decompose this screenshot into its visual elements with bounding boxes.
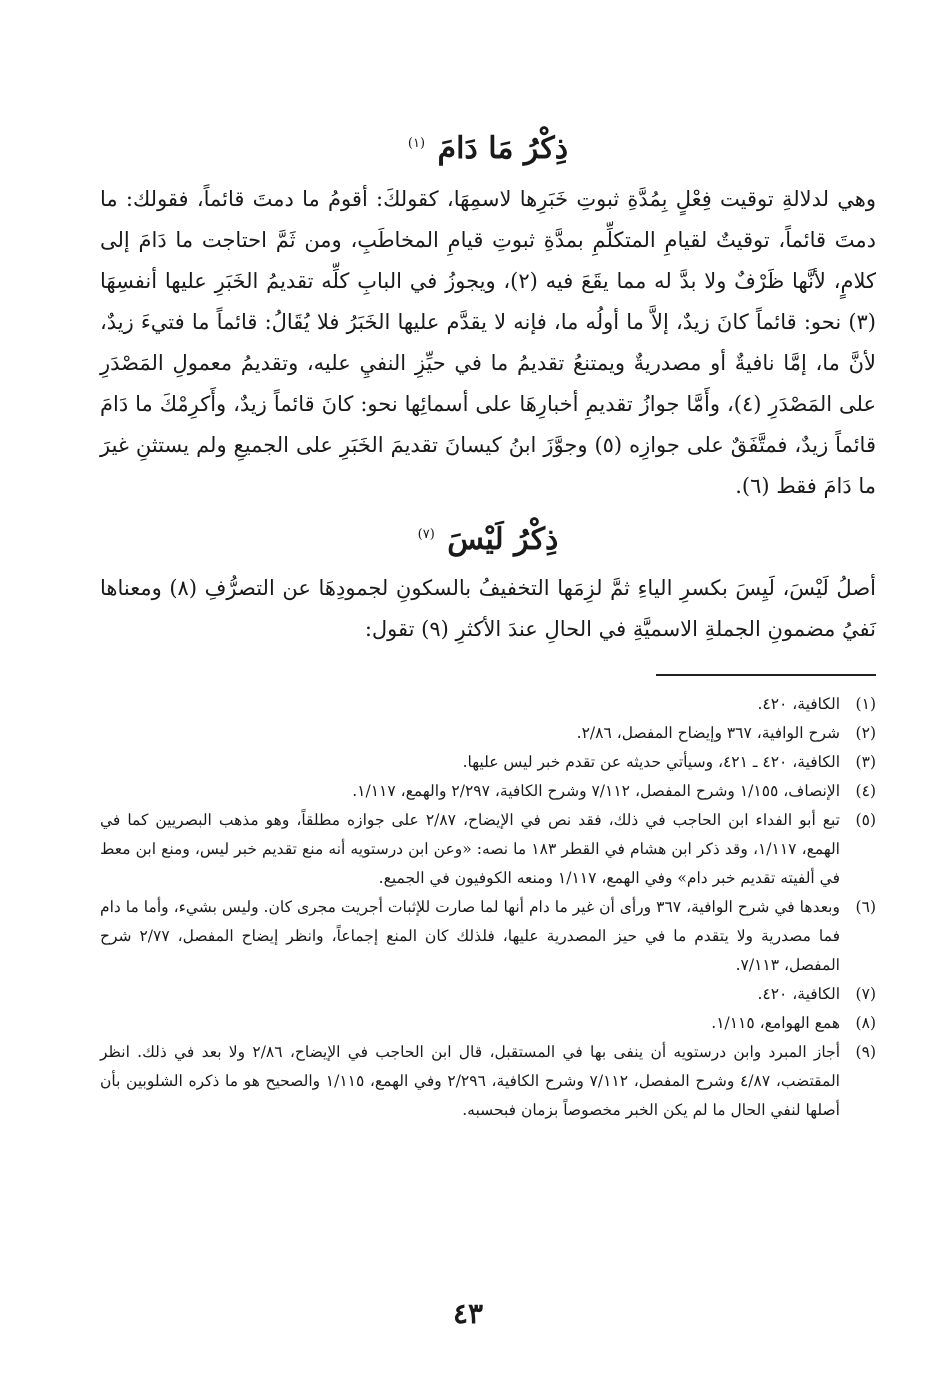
footnote-text: الكافية، ٤٢٠ ـ ٤٢١، وسيأتي حديثه عن تقدم خبر ليس عليها.	[462, 753, 840, 771]
section-paragraph-laysa: أصلُ لَيْسَ، لَيِسَ بكسرِ الياءِ ثمَّ لزِمَها التخفيفُ بالسكونِ لجمودِهَا عن التصرُّفِ (٨) ومعناها نَفيُ مضمونِ الجملةِ الاسميَّةِ في الحالِ عندَ الأكثرِ (٩) تقول:	[100, 576, 876, 641]
footnote-item	[100, 806, 876, 893]
footnote-text: وبعدها في شرح الوافية، ٣٦٧ ورأى أن غير ما دام أنها لما صارت للإثبات أجريت مجرى كان. وليس بشيء، وأما ما دام فما مصدرية ولا يتقدم ما في حيز المصدرية عليها، فلذلك كان المنع إجماعاً، وانظر إيضاح المفصل، ٢/٧٧ شرح المفصل، ٧/١١٣.	[100, 898, 840, 974]
page-number: ٤٣	[452, 1297, 484, 1330]
section-title-text: ذِكْرُ مَا دَامَ	[437, 131, 569, 166]
footnote-text: أجاز المبرد وابن درستويه أن ينفى بها في المستقبل، قال ابن الحاجب في الإيضاح، ٢/٨٦ ولا بعد في ذلك. انظر المقتضب، ٤/٨٧ وشرح المفصل، ٧/١١٢ وشرح الكافية، ٢/٢٩٦ وفي الهمع، ١/١١٥ والصحيح هو ما ذكره الشلوبين بأن أصلها لنفي الحال ما لم يكن الخبر مخصوصاً بزمان فبحسبه.	[100, 1043, 841, 1119]
footnote-number: (٨)	[855, 1014, 876, 1032]
footnote-item	[100, 893, 876, 980]
footnote-text: همع الهوامع، ١/١١٥.	[711, 1014, 840, 1032]
footnote-item	[100, 777, 876, 806]
footnote-item	[100, 980, 876, 1009]
footnote-ref-1: (١)	[407, 136, 426, 151]
footnote-divider	[656, 674, 876, 676]
footnote-text: الإنصاف، ١/١٥٥ وشرح المفصل، ٧/١١٢ وشرح الكافية، ٢/٢٩٧ والهمع، ١/١١٧.	[352, 782, 840, 800]
footnote-number: (٧)	[855, 985, 876, 1003]
footnote-number: (٩)	[855, 1043, 876, 1061]
section-title-laysa	[100, 511, 876, 564]
section-paragraph-ma-dama: وهي لدلالةِ توقيت فِعْلٍ بِمُدَّةِ ثبوتِ خَبَرِها لاسمِهَا، كقولكَ: أقومُ ما دمتَ قائماً، فقولك: ما دمتَ قائماً، توقيتٌ لقيامِ المتكلِّمِ بمدَّةِ ثبوتِ قيامِ المخاطَبِ، ومن ثَمَّ احتاجت ما دَامَ إلى كلامٍ، لأنَّها ظَرْفٌ ولا بدَّ له مما يقَعَ فيه (٢)، ويجوزُ في البابِ كلِّه تقديمُ الخَبَرِ عليها أنفسِهَا (٣) نحو: قائماً كانَ زيدٌ، إلاَّ ما أولُه ما، فإنه لا يقدَّم عليها الخَبَرُ فلا يُقَالُ: قائماً ما فتيءَ زيدٌ، لأنَّ ما، إمَّا نافيةٌ أو مصدريةٌ ويمتنعُ تقديمُ ما في حيِّزِ النفيِ عليه، وتقديمُ معمولِ المَصْدَرِ على المَصْدَرِ (٤)، وأَمَّا جوازُ تقديمِ أخبارِهَا على أسمائِها نحو: كانَ قائماً زيدٌ، وأَكرِمْكَ ما دَامَ قائماً زيدٌ، فمتَّفَقٌ على جوازِه (٥) وجوَّزَ ابنُ كيسانَ تقديمَ الخَبَرِ على الجميعِ ولم يستثنِ غيرَ ما دَامَ فقط (٦).	[100, 187, 877, 498]
footnote-text: الكافية، ٤٢٠.	[757, 695, 840, 713]
footnote-number: (١)	[855, 695, 876, 713]
footnote-item	[100, 1038, 876, 1125]
footnote-item	[100, 748, 876, 777]
footnote-number: (٤)	[855, 782, 876, 800]
footnotes-list	[100, 690, 876, 1125]
footnote-text: شرح الوافية، ٣٦٧ وإيضاح المفصل، ٢/٨٦.	[576, 724, 840, 742]
footnote-number: (٣)	[855, 753, 876, 771]
footnote-number: (٦)	[855, 898, 876, 916]
footnote-item	[100, 1009, 876, 1038]
section-title-ma-dama	[100, 120, 876, 173]
footnote-text: تبع أبو الفداء ابن الحاجب في ذلك، فقد نص في الإيضاح، ٢/٨٧ على جوازه مطلقاً، وهو مذهب البصريين كما في الهمع، ١/١١٧، وقد ذكر ابن هشام في القطر ١٨٣ ما نصه: «وعن ابن درستويه أنه منع تقديم خبر ليس، ومنع ابن معط في ألفيته تقديم خبر دام» وفي الهمع، ١/١١٧ ومنعه الكوفيون في الجميع.	[100, 811, 840, 887]
footnote-ref-7: (٧)	[417, 527, 435, 542]
footnote-number: (٥)	[855, 811, 876, 829]
section-title-text: ذِكْرُ لَيْسَ	[447, 522, 559, 557]
footnote-number: (٢)	[855, 724, 876, 742]
footnote-text: الكافية، ٤٢٠.	[757, 985, 840, 1003]
footnote-item	[100, 719, 876, 748]
page-content	[100, 120, 876, 1125]
footnote-item	[100, 690, 876, 719]
